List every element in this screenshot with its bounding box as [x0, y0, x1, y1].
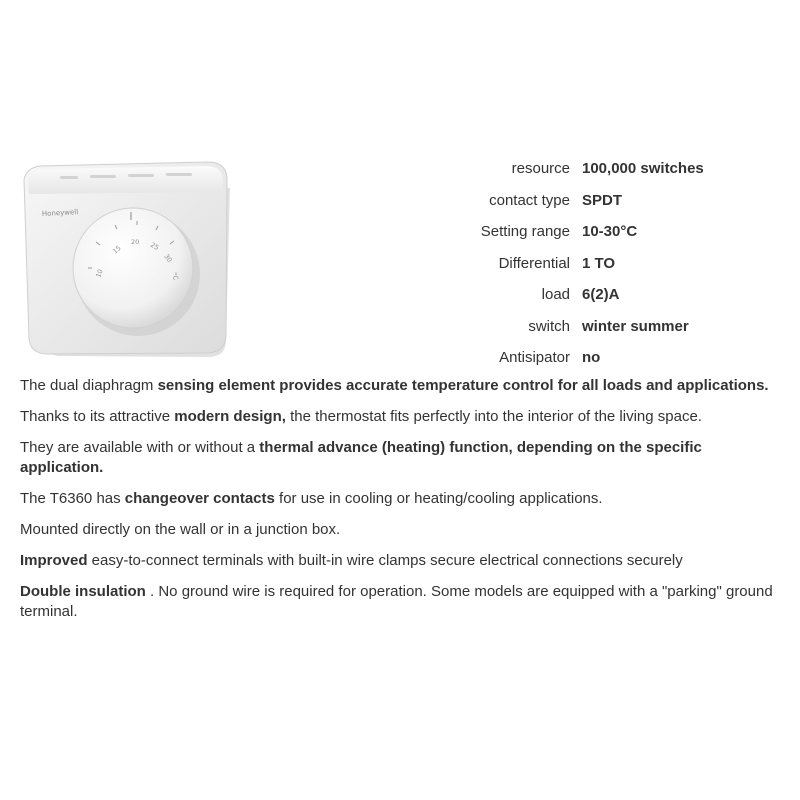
- description-paragraph: [20, 520, 776, 540]
- dial-mark-10: 10: [94, 268, 105, 279]
- text-normal: Mounted directly on the wall or in a junction box.: [20, 521, 341, 538]
- spec-row: [400, 279, 780, 311]
- dial-mark-unit: °C: [170, 271, 180, 282]
- product-description: [20, 376, 776, 633]
- text-normal: Thanks to its attractive: [20, 408, 175, 425]
- text-normal: They are available with or without a: [20, 439, 260, 456]
- text-normal: The T6360 has: [20, 490, 125, 507]
- description-paragraph: [20, 438, 776, 478]
- spec-key: Setting range: [480, 223, 570, 241]
- thermostat-image: [20, 150, 245, 365]
- spec-key: resource: [511, 160, 570, 178]
- description-paragraph: [20, 407, 776, 427]
- text-normal: The dual diaphragm: [20, 377, 158, 394]
- spec-row: [400, 216, 780, 248]
- text-bold: modern design,: [174, 408, 286, 425]
- dial-mark-25: 25: [149, 240, 161, 252]
- dial-mark-15: 15: [111, 244, 123, 256]
- text-normal: for use in cooling or heating/cooling applications.: [274, 490, 603, 507]
- spec-key: Differential: [498, 254, 570, 272]
- description-paragraph: [20, 582, 776, 622]
- spec-row: [400, 185, 780, 217]
- spec-value: winter summer: [582, 317, 689, 335]
- spec-value: 10-30°C: [582, 223, 638, 241]
- text-normal: the thermostat fits perfectly into the interior of the living space.: [285, 408, 702, 425]
- spec-value: 1 TO: [582, 254, 616, 272]
- text-bold: Double insulation: [20, 583, 146, 600]
- spec-table: [400, 153, 780, 374]
- spec-value: 6(2)A: [582, 286, 620, 304]
- spec-row: [400, 342, 780, 374]
- spec-value: no: [582, 349, 601, 367]
- spec-row: [400, 311, 780, 343]
- spec-key: Antisipator: [499, 349, 570, 367]
- text-bold: changeover contacts: [124, 490, 275, 507]
- description-paragraph: [20, 489, 776, 509]
- dial-mark-30: 30: [162, 252, 174, 264]
- text-bold: thermal advance (heating) function, depending on the specific application.: [20, 439, 702, 476]
- spec-key: contact type: [489, 191, 570, 209]
- spec-row: [400, 153, 780, 185]
- spec-value: SPDT: [582, 191, 623, 209]
- thermostat-illustration: [20, 150, 245, 365]
- dial-mark-20: 20: [131, 238, 140, 246]
- description-paragraph: [20, 551, 776, 571]
- brand-logo: Honeywell: [41, 208, 79, 218]
- description-paragraph: [20, 376, 776, 396]
- text-bold: Improved: [20, 552, 88, 569]
- text-normal: . No ground wire is required for operation. Some models are equipped with a "parking" ground terminal.: [20, 583, 773, 620]
- text-bold: sensing element provides accurate temperature control for all loads and applications.: [157, 377, 769, 394]
- spec-key: switch: [528, 317, 570, 335]
- spec-row: [400, 248, 780, 280]
- spec-key: load: [541, 286, 570, 304]
- text-normal: easy-to-connect terminals with built-in wire clamps secure electrical connections securely: [87, 552, 683, 569]
- spec-value: 100,000 switches: [582, 160, 704, 178]
